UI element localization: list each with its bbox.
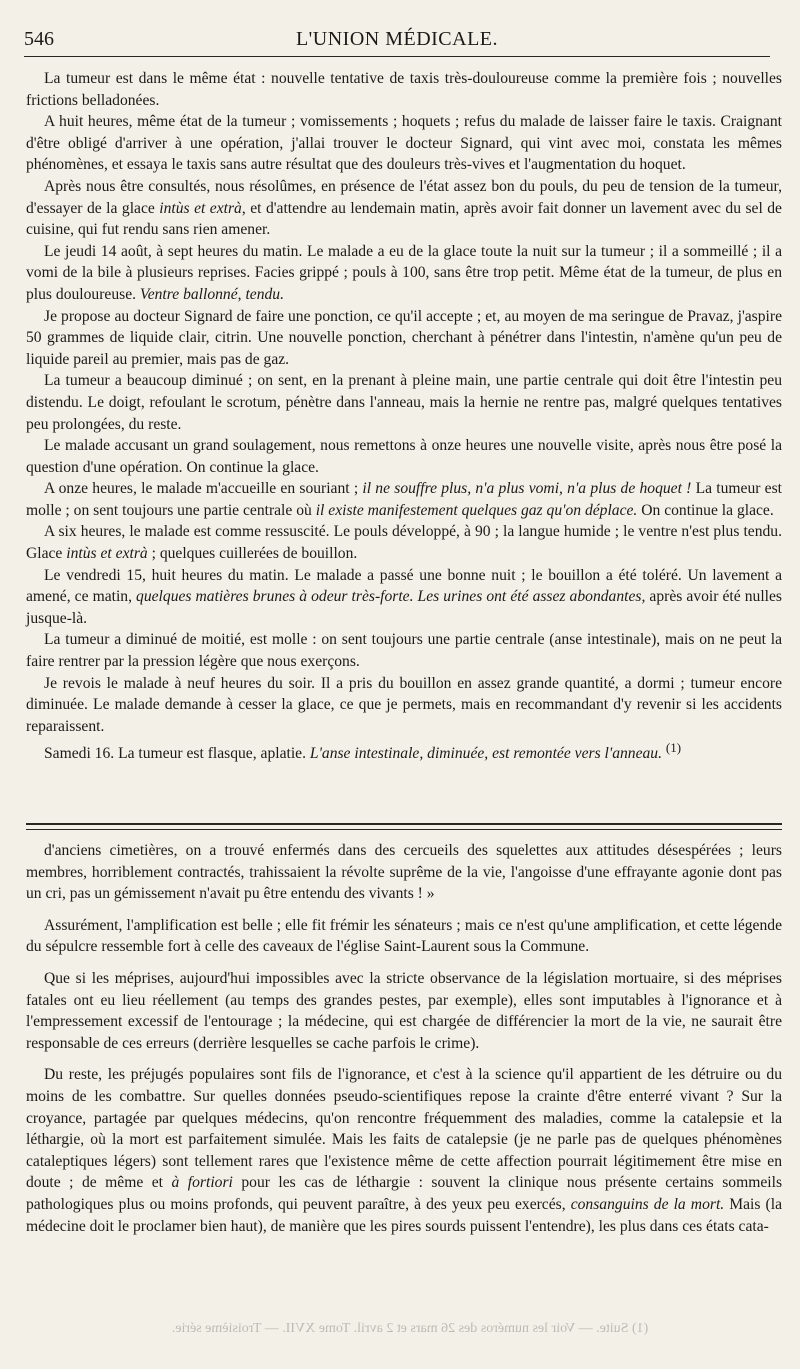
text-run: A huit heures, même état de la tumeur ; vomissements ; hoquets ; refus du malade de laisser faire le taxis. Craignant d'être obligé d'arriver à une opération, j'allai trouver le docteur Signard, qui vint avec moi, constata les mêmes phénomènes, et essaya le taxis sans autre résultat que des douleurs très-vives et l'augmentation du hoquet. xyxy=(26,113,782,174)
upper-paragraph xyxy=(26,521,782,564)
italic-run: L'anse intestinale, diminuée, est remontée vers l'anneau. xyxy=(309,745,663,763)
text-run: après avoir été nulles jusque-là. xyxy=(26,588,782,627)
text-run: ; quelques cuillerées de bouillon. xyxy=(147,545,358,563)
upper-paragraph xyxy=(26,478,782,521)
italic-run: intùs et extrà xyxy=(159,199,242,217)
upper-paragraph xyxy=(26,370,782,435)
italic-run: à fortiori xyxy=(171,1174,233,1192)
text-run: Après nous être consultés, nous résolûmes, en présence de l'état assez bon du pouls, du peu de tension de la tumeur, d'essayer de la glace xyxy=(26,177,782,217)
text-run: On continue la glace. xyxy=(637,501,774,519)
text-run: d'anciens cimetières, on a trouvé enfermés dans des cercueils des squelettes aux attitudes désespérées ; leurs membres, horriblement contractés, trahissaient la révolte suprême de la vie, l'angoisse d'une effrayante agonie dont pas un cri, pas un gémissement n'avait pu être entendu des vivants ! » xyxy=(26,842,782,903)
running-title: L'UNION MÉDICALE. xyxy=(295,28,499,50)
page-header xyxy=(24,22,770,57)
upper-paragraph xyxy=(26,306,782,371)
text-run: Je propose au docteur Signard de faire une ponction, ce qu'il accepte ; et, au moyen de ma seringue de Pravaz, j'aspire 50 grammes de liquide clair, citrin. Une nouvelle ponction, cherchant à pénétrer dans l'intestin, n'amène qu'un peu de liquide pareil au premier, mais pas de gaz. xyxy=(26,307,782,368)
text-run: La tumeur est dans le même état : nouvelle tentative de taxis très-douloureuse comme la première fois ; nouvelles frictions belladonées. xyxy=(26,70,782,109)
upper-paragraph xyxy=(26,673,782,738)
upper-paragraph xyxy=(26,565,782,630)
italic-run: il ne souffre plus, n'a plus vomi, n'a plus de hoquet ! xyxy=(362,480,692,498)
lower-paragraph xyxy=(26,840,782,905)
italic-run: Ventre ballonné, tendu. xyxy=(139,285,284,303)
italic-run: consanguins de la mort. xyxy=(570,1195,725,1213)
upper-paragraph xyxy=(26,111,782,176)
text-run: La tumeur est molle ; on sent toujours une partie centrale où xyxy=(26,480,782,519)
text-run: Le malade accusant un grand soulagement, nous remettons à onze heures une nouvelle visite, après nous être posé la question d'une opération. On continue la glace. xyxy=(26,437,782,476)
upper-paragraph xyxy=(26,629,782,672)
case-report-text xyxy=(26,68,782,765)
text-run: A onze heures, le malade m'accueille en souriant ; xyxy=(44,480,363,498)
text-run: La tumeur a beaucoup diminué ; on sent, en la prenant à pleine main, une partie centrale qui doit être l'intestin peu distendu. Le doigt, refoulant le scrotum, pénètre dans l'anneau, mais la hernie ne rentre pas, malgré quelques tentatives peu prolongées, du reste. xyxy=(26,372,782,433)
section-divider-thin xyxy=(26,829,782,830)
text-run: A six heures, le malade est comme ressuscité. Le pouls développé, à 90 ; la langue humide ; le ventre n'est plus tendu. Glace xyxy=(26,523,782,563)
lower-paragraph xyxy=(26,915,782,958)
text-run: pour les cas de léthargie : souvent la clinique nous présente certains sommeils pathologiques plus ou moins profonds, qui peuvent paraître, à des yeux peu exercés, xyxy=(26,1174,783,1213)
italic-run: il existe manifestement quelques gaz qu'on déplace. xyxy=(315,501,638,519)
footnote-marker: (1) xyxy=(665,740,682,756)
text-run: Samedi 16. La tumeur est flasque, aplatie. xyxy=(44,745,310,763)
lower-paragraph xyxy=(26,968,782,1054)
text-run: Que si les méprises, aujourd'hui impossibles avec la stricte observance de la législation mortuaire, si des méprises fatales ont eu lieu réellement (au temps des grandes pestes, par exemple), elles sont imputables à l'ignorance et à l'empressement excessif de l'entourage ; la médecine, qui est chargée de différencier la mort de la vie, ne saurait être responsable de ces erreurs (derrière lesquelles se cache parfois le crime). xyxy=(26,969,782,1052)
upper-paragraph xyxy=(26,68,782,111)
text-run: Le jeudi 14 août, à sept heures du matin. Le malade a eu de la glace toute la nuit sur la tumeur ; il a sommeillé ; il a vomi de la bile à plusieurs reprises. Facies grippé ; pouls à 100, sans être trop petit. Même état de la tumeur, de plus en plus douloureuse. xyxy=(26,242,782,303)
section-divider-thick xyxy=(26,823,782,825)
page-number: 546 xyxy=(24,28,54,50)
text-run: Assurément, l'amplification est belle ; elle fit frémir les sénateurs ; mais ce n'est qu'une amplification, et cette légende du sépulcre ressemble fort à celle des caveaux de l'église Saint-Laurent sous la Commune. xyxy=(26,916,782,956)
text-run: , et d'attendre au lendemain matin, après avoir fait donner un lavement avec du sel de cuisine, qui fut rendu sans rien amener. xyxy=(26,199,782,239)
text-run: Je revois le malade à neuf heures du soir. Il a pris du bouillon en assez grande quantité, a dormi ; tumeur encore diminuée. Le malade demande à cesser la glace, ce que je permets, mais en recommandant d'y revenir si les accidents reparaissent. xyxy=(26,674,782,735)
text-run: La tumeur a diminué de moitié, est molle : on sent toujours une partie centrale (anse intestinale), mais on ne peut la faire rentrer par la pression légère que nous exerçons. xyxy=(26,631,782,671)
italic-run: intùs et extrà xyxy=(66,545,148,563)
italic-run: quelques matières brunes à odeur très-forte. Les urines ont été assez abondantes, xyxy=(136,588,646,606)
text-run: Du reste, les préjugés populaires sont fils de l'ignorance, et c'est à la science qu'il appartient de les détruire ou du moins de les combattre. Sur quelles données pseudo-scientifiques repose la crainte d'être enterré vivant ? Sur la croyance, partagée par quelques médecins, qu'on rencontre fréquemment des maladies, comme la catalepsie et la léthargie, où la mort est parfaitement simulée. Mais les faits de catalepsie (je ne parle pas de quelques phénomènes cataleptiques légers) sont tellement rares que l'existence même de cette affection pourrait légitimement être mise en doute ; de même et xyxy=(26,1066,782,1192)
lower-paragraph xyxy=(26,1064,782,1237)
upper-paragraph xyxy=(26,176,782,241)
feuilleton-text xyxy=(26,840,782,1237)
upper-paragraph xyxy=(26,435,782,478)
text-run: Le vendredi 15, huit heures du matin. Le malade a passé une bonne nuit ; le bouillon a été toléré. Un lavement a amené, ce matin, xyxy=(26,566,782,606)
bleed-through-text: (1) Suite. — Voir les numéros des 26 mars et 2 avril. Tome XVII. — Troisième série. xyxy=(171,1321,649,1336)
upper-paragraph xyxy=(26,241,782,306)
upper-paragraph xyxy=(26,737,782,765)
text-run: Mais (la médecine doit le proclamer bien haut), de manière que les pires sourds puissent l'entendre), les plus dans ces états cata- xyxy=(26,1195,782,1235)
